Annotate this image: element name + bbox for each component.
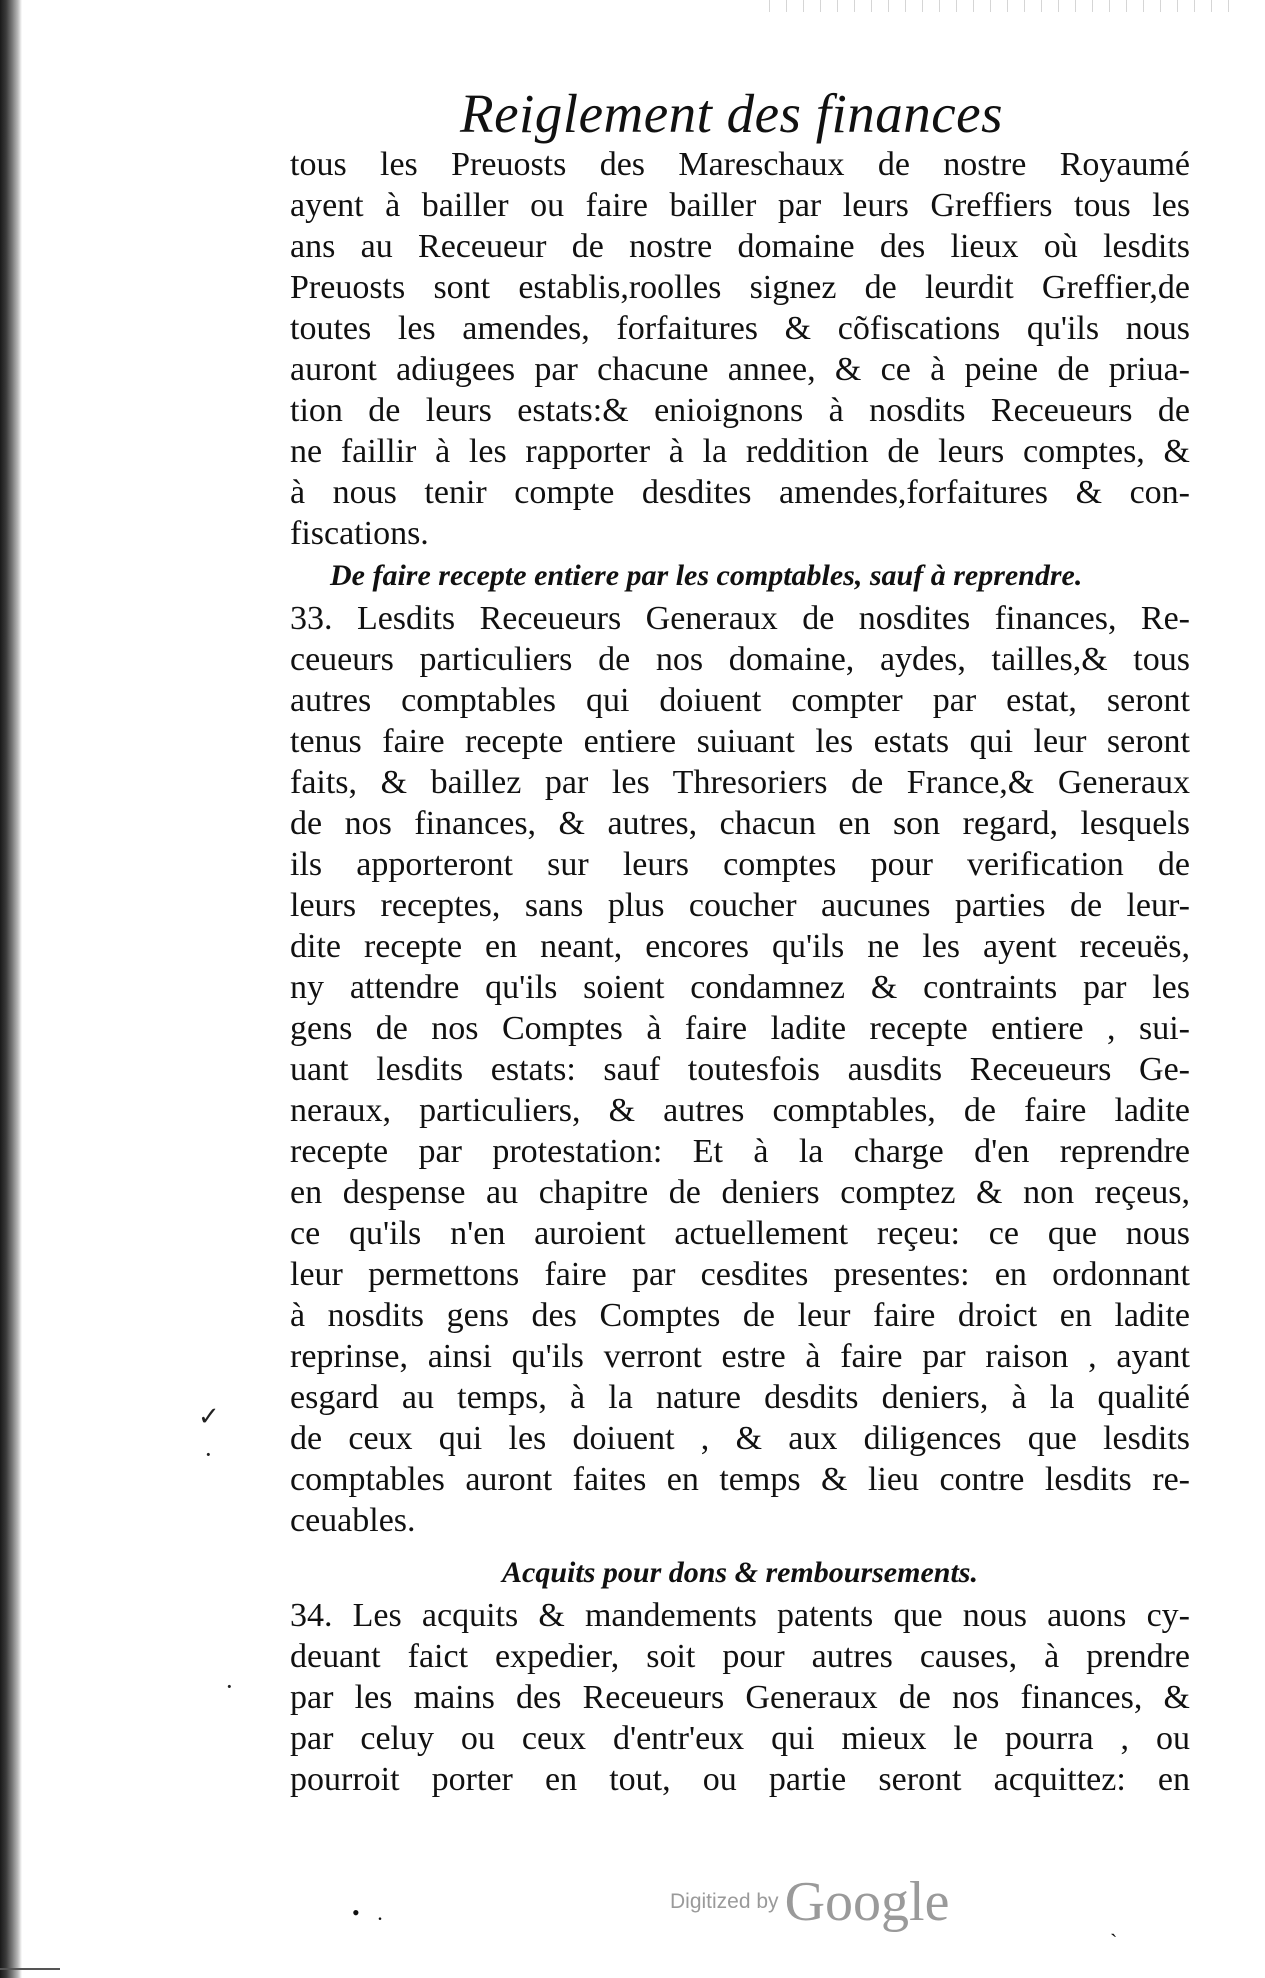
text-line: esgard au temps, à la nature desdits deniers, à la qualité [290, 1379, 1190, 1416]
text-line: en despense au chapitre de deniers comptez & non reçeus, [290, 1174, 1190, 1211]
google-watermark [670, 1870, 949, 1934]
watermark-digitized-by: Digitized by [670, 1890, 779, 1913]
text-line: reprinse, ainsi qu'ils verront estre à faire par raison , ayant [290, 1338, 1190, 1375]
text-line: autres comptables qui doiuent compter par estat, seront [290, 682, 1190, 719]
text-line: ny attendre qu'ils soient condamnez & contraints par les [290, 969, 1190, 1006]
text-block [290, 144, 1190, 1800]
text-line: tous les Preuosts des Mareschaux de nostre Royaumé [290, 146, 1190, 183]
text-line: de ceux qui les doiuent , & aux diligences que lesdits [290, 1420, 1190, 1457]
text-line: faits, & baillez par les Thresoriers de France,& Generaux [290, 764, 1190, 801]
text-line: ceueurs particuliers de nos domaine, aydes, tailles,& tous [290, 641, 1190, 678]
margin-mark: ✓ [198, 1402, 220, 1431]
text-line: recepte par protestation: Et à la charge d'en reprendre [290, 1133, 1190, 1170]
text-line: dite recepte en neant, encores qu'ils ne les ayent receuës, [290, 928, 1190, 965]
margin-mark: · [204, 1440, 213, 1469]
rubric-34: Acquits pour dons & remboursements. [502, 1556, 978, 1589]
rubric-33: De faire recepte entiere par les comptables, sauf à reprendre. [330, 559, 1083, 592]
text-line: par les mains des Receueurs Generaux de nos finances, & [290, 1679, 1190, 1716]
text-line: 33. Lesdits Receueurs Generaux de nosdites finances, Re- [290, 600, 1190, 637]
text-line: ils apporteront sur leurs comptes pour verification de [290, 846, 1190, 883]
text-line: uant lesdits estats: sauf toutesfois ausdits Receueurs Ge- [290, 1051, 1190, 1088]
page-binding-edge [0, 0, 22, 1978]
text-line: à nous tenir compte desdites amendes,forfaitures & con- [290, 474, 1190, 511]
text-line: auront adiugees par chacune annee, & ce à peine de priua- [290, 351, 1190, 388]
text-line: gens de nos Comptes à faire ladite recepte entiere , sui- [290, 1010, 1190, 1047]
text-line: fiscations. [290, 515, 429, 552]
text-line: Preuosts sont establis,roolles signez de leurdit Greffier,de [290, 269, 1190, 306]
text-line: ans au Receueur de nostre domaine des lieux où lesdits [290, 228, 1190, 265]
text-line: deuant faict expedier, soit pour autres causes, à prendre [290, 1638, 1190, 1675]
bottom-edge-rule [0, 1968, 60, 1970]
text-line: leurs receptes, sans plus coucher aucunes parties de leur- [290, 887, 1190, 924]
margin-mark: · [225, 1672, 234, 1701]
text-line: comptables auront faites en temps & lieu contre lesdits re- [290, 1461, 1190, 1498]
text-line: tion de leurs estats:& enioignons à nosdits Receueurs de [290, 392, 1190, 429]
text-line: ceuables. [290, 1502, 416, 1539]
text-line: leur permettons faire par cesdites presentes: en ordonnant [290, 1256, 1190, 1293]
watermark-google: Google [784, 1871, 950, 1933]
text-line: ayent à bailler ou faire bailler par leurs Greffiers tous les [290, 187, 1190, 224]
text-line: pourroit porter en tout, ou partie seront acquittez: en [290, 1761, 1190, 1798]
running-head: Reiglement des finances [460, 83, 1003, 144]
text-line: toutes les amendes, forfaitures & cõfiscations qu'ils nous [290, 310, 1190, 347]
top-edge-specks [760, 0, 1240, 12]
text-line: à nosdits gens des Comptes de leur faire droict en ladite [290, 1297, 1190, 1334]
footer-mark: ˎ [1110, 1912, 1118, 1937]
text-line: de nos finances, & autres, chacun en son regard, lesquels [290, 805, 1190, 842]
text-line: ce qu'ils n'en auroient actuellement reçeu: ce que nous [290, 1215, 1190, 1252]
text-line: par celuy ou ceux d'entr'eux qui mieux le pourra , ou [290, 1720, 1190, 1757]
text-line: neraux, particuliers, & autres comptables, de faire ladite [290, 1092, 1190, 1129]
text-line: ne faillir à les rapporter à la reddition de leurs comptes, & [290, 433, 1190, 470]
text-line: tenus faire recepte entiere suiuant les estats qui leur seront [290, 723, 1190, 760]
text-line: 34. Les acquits & mandements patents que nous auons cy- [290, 1597, 1190, 1634]
footer-dots: • . [352, 1900, 389, 1925]
